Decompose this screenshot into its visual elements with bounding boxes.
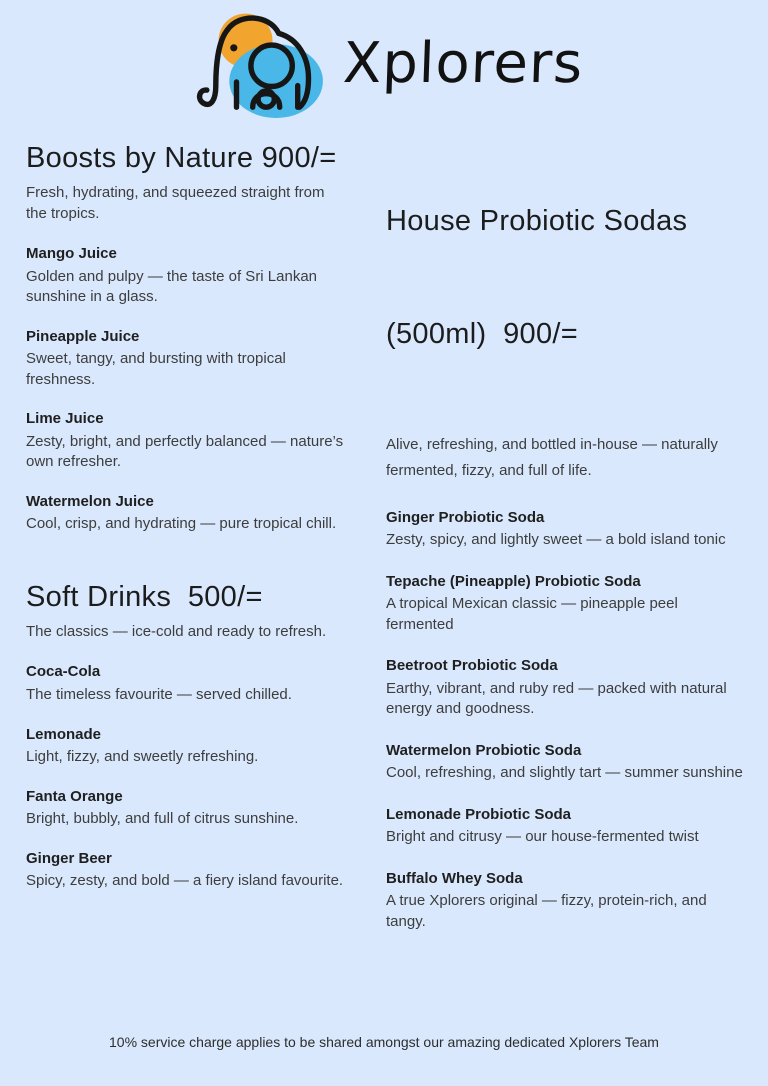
menu-item-description: A true Xplorers original — fizzy, protein-rich, and tangy. <box>386 892 707 930</box>
left-column <box>26 132 344 953</box>
menu-item-beetroot-probiotic-soda <box>386 656 744 720</box>
menu-item-watermelon-juice <box>26 492 344 535</box>
menu-item-fanta-orange <box>26 787 344 830</box>
menu-item-name: Pineapple Juice <box>26 327 140 345</box>
menu-columns <box>26 132 744 953</box>
section-description: Alive, refreshing, and bottled in-house — naturally fermented, fizzy, and full of life. <box>386 435 718 479</box>
menu-item-name: Lemonade <box>26 725 102 743</box>
menu-item-description: Bright, bubbly, and full of citrus sunshine. <box>26 810 299 828</box>
brand-name: Xplorers <box>341 31 585 96</box>
menu-item-name: Lime Juice <box>26 410 104 428</box>
menu-item-pineapple-juice <box>26 327 344 391</box>
section-soft-drinks <box>26 581 344 892</box>
menu-item-description: Sweet, tangy, and bursting with tropical freshness. <box>26 350 286 388</box>
menu-item-name: Tepache (Pineapple) Probiotic Soda <box>386 572 641 590</box>
menu-item-description: Cool, refreshing, and slightly tart — summer sunshine <box>386 764 743 782</box>
menu-item-description: Cool, crisp, and hydrating — pure tropical chill. <box>26 515 337 533</box>
menu-item-ginger-probiotic-soda <box>386 508 744 551</box>
logo <box>0 10 768 118</box>
menu-item-name: Ginger Probiotic Soda <box>386 508 545 526</box>
section-title-line2: (500ml) 900/= <box>386 317 578 350</box>
elephant-icon <box>185 10 333 118</box>
menu-item-description: Earthy, vibrant, and ruby red — packed with natural energy and goodness. <box>386 679 727 718</box>
menu-item-description: Spicy, zesty, and bold — a fiery island favourite. <box>26 872 344 890</box>
menu-item-name: Fanta Orange <box>26 787 123 805</box>
menu-item-name: Watermelon Probiotic Soda <box>386 741 582 759</box>
menu-item-name: Coca-Cola <box>26 663 101 681</box>
section-title <box>386 132 744 424</box>
menu-item-description: Bright and citrusy — our house-fermented twist <box>386 828 699 846</box>
menu-item-lemonade <box>26 725 344 768</box>
right-column <box>386 132 744 953</box>
menu-item-buffalo-whey-soda <box>386 869 744 933</box>
menu-item-lemonade-probiotic-soda <box>386 805 744 848</box>
section-house-probiotic-sodas <box>386 132 744 932</box>
menu-item-name: Watermelon Juice <box>26 492 154 510</box>
section-title: Soft Drinks 500/= <box>26 580 263 613</box>
menu-item-description: A tropical Mexican classic — pineapple peel fermented <box>386 595 678 633</box>
menu-item-name: Buffalo Whey Soda <box>386 869 523 887</box>
menu-item-description: Zesty, bright, and perfectly balanced — nature’s own refresher. <box>26 432 344 471</box>
menu-item-coca-cola <box>26 662 344 705</box>
menu-item-name: Lemonade Probiotic Soda <box>386 805 572 823</box>
menu-item-name: Ginger Beer <box>26 849 112 867</box>
menu-item-name: Mango Juice <box>26 245 117 263</box>
section-boosts-by-nature <box>26 142 344 535</box>
menu-item-watermelon-probiotic-soda <box>386 741 744 784</box>
section-description: The classics — ice-cold and ready to refresh. <box>26 622 327 640</box>
section-title-line1: House Probiotic Sodas <box>386 205 688 237</box>
section-title: Boosts by Nature 900/= <box>26 142 337 174</box>
menu-item-description: Zesty, spicy, and lightly sweet — a bold island tonic <box>386 531 726 549</box>
menu-item-mango-juice <box>26 244 344 308</box>
menu-item-description: Golden and pulpy — the taste of Sri Lankan sunshine in a glass. <box>26 267 318 306</box>
section-description: Fresh, hydrating, and squeezed straight from the tropics. <box>26 184 325 222</box>
menu-item-name: Beetroot Probiotic Soda <box>386 657 558 675</box>
service-charge-note: 10% service charge applies to be shared amongst our amazing dedicated Xplorers Team <box>109 1034 659 1050</box>
menu-item-ginger-beer <box>26 849 344 892</box>
menu-item-description: The timeless favourite — served chilled. <box>26 685 292 703</box>
menu-item-lime-juice <box>26 409 344 473</box>
menu-item-description: Light, fizzy, and sweetly refreshing. <box>26 748 259 766</box>
menu-item-tepache-probiotic-soda <box>386 572 744 636</box>
